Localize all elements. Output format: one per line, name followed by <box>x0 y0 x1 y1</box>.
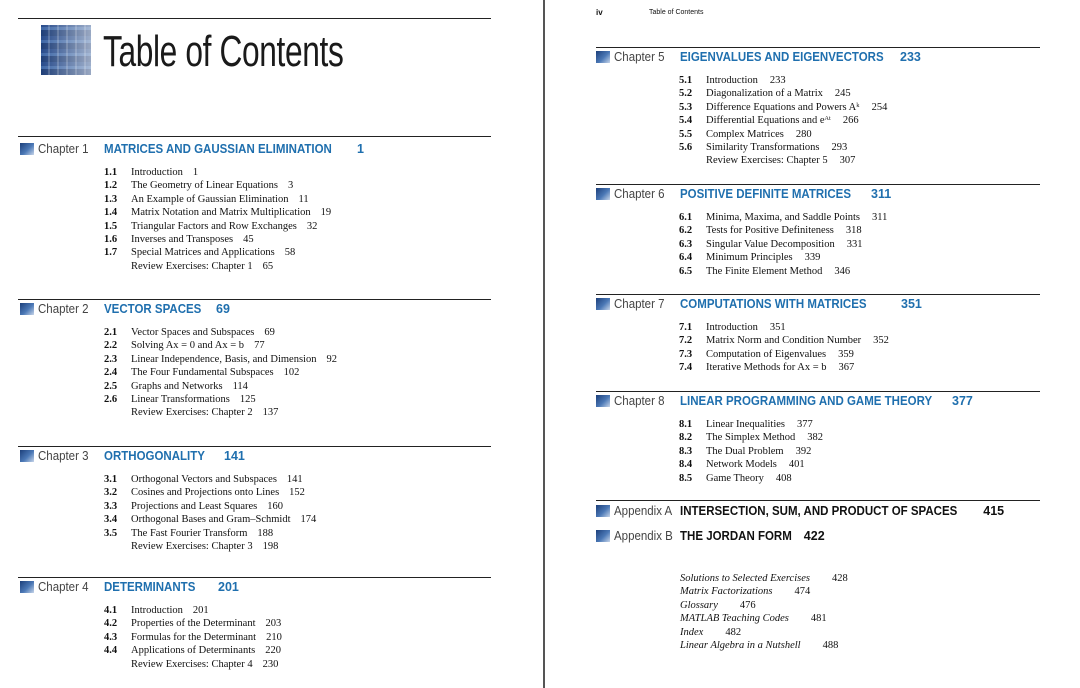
section-title: An Example of Gaussian Elimination <box>131 193 289 205</box>
section-title: Formulas for the Determinant <box>131 631 257 643</box>
section-number: 1.6 <box>104 234 118 245</box>
section-title: Similarity Transformations <box>706 142 820 153</box>
chapter-icon <box>20 143 34 155</box>
section-number: 7.2 <box>679 335 693 347</box>
section-number: 1.7 <box>104 247 118 259</box>
section-title: Projections and Least Squares <box>131 500 258 512</box>
section-title: Computation of Eigenvalues <box>706 348 827 360</box>
section-page-number: 367 <box>838 362 855 374</box>
section-number: 3.1 <box>104 474 118 485</box>
appendix-page-number: 422 <box>803 529 825 543</box>
section-title: Orthogonal Vectors and Subspaces <box>131 474 277 485</box>
section-page-number: 293 <box>831 142 848 153</box>
appendix-title: THE JORDAN FORM <box>680 529 792 543</box>
section-number: 2.5 <box>104 380 118 392</box>
chapter-icon <box>596 51 610 63</box>
section-title: The Finite Element Method <box>706 265 823 277</box>
page-title: Table of Contents <box>103 27 344 76</box>
chapter-rule <box>18 299 491 300</box>
section-title: Game Theory <box>706 472 764 484</box>
chapter-rule <box>18 446 491 447</box>
section-number: 8.3 <box>679 445 693 457</box>
back-matter-page-number: 488 <box>822 640 839 651</box>
section-page-number: 307 <box>839 155 856 167</box>
section-title: Iterative Methods for Ax = b <box>706 362 827 374</box>
section-title: Complex Matrices <box>706 128 784 140</box>
appendix-label: Appendix B <box>614 529 673 543</box>
back-matter-entry <box>680 612 827 625</box>
section-page-number: 45 <box>243 234 254 245</box>
section-title: Applications of Determinants <box>131 645 256 657</box>
chapter-icon <box>20 303 34 315</box>
section-page-number: 11 <box>298 193 309 205</box>
back-matter-page-number: 481 <box>810 613 827 625</box>
section-page-number: 331 <box>846 238 863 250</box>
chapter-title: LINEAR PROGRAMMING AND GAME THEORY <box>680 394 933 408</box>
appendix-icon <box>596 505 610 517</box>
section-page-number: 114 <box>232 380 248 392</box>
chapter-rule <box>596 294 1040 295</box>
section-page-number: 245 <box>834 88 851 100</box>
appendix-label: Appendix A <box>614 504 673 518</box>
section-page-number: 392 <box>795 445 812 457</box>
section-number: 6.4 <box>679 252 693 264</box>
section-title: Review Exercises: Chapter 1 <box>131 260 253 272</box>
page-number: iv <box>596 8 603 17</box>
section-page-number: 280 <box>795 128 812 140</box>
section-title: Network Models <box>706 459 777 471</box>
section-number: 2.3 <box>104 353 118 365</box>
section-title: Diagonalization of a Matrix <box>706 88 823 100</box>
chapter-rule <box>596 47 1040 48</box>
section-number: 5.1 <box>679 75 693 86</box>
section-number: 8.4 <box>679 459 693 471</box>
section-number: 7.4 <box>679 362 693 374</box>
section-number: 1.4 <box>104 207 118 219</box>
section-number: 2.4 <box>104 367 118 379</box>
section-page-number: 102 <box>283 367 300 379</box>
section-page-number: 19 <box>320 207 332 219</box>
back-matter-page-number: 482 <box>725 626 742 638</box>
appendix-icon <box>596 530 610 542</box>
section-page-number: 69 <box>264 327 275 338</box>
section-page-number: 92 <box>326 353 337 365</box>
section-number: 3.4 <box>104 514 118 526</box>
back-matter-title: Glossary <box>680 599 718 611</box>
section-title: Cosines and Projections onto Lines <box>131 487 280 499</box>
back-matter-page-number: 428 <box>831 573 848 584</box>
section-title: Review Exercises: Chapter 4 <box>131 658 253 670</box>
section-page-number: 32 <box>306 220 318 232</box>
chapter-rule <box>18 577 491 578</box>
section-title: Introduction <box>706 75 758 86</box>
chapter-label: Chapter 1 <box>38 142 89 156</box>
section-title: Singular Value Decomposition <box>706 238 835 250</box>
section-number: 7.3 <box>679 348 693 360</box>
section-page-number: 318 <box>845 225 862 237</box>
back-matter-page-number: 476 <box>739 599 756 611</box>
chapter-label: Chapter 6 <box>614 187 665 201</box>
running-header: Table of Contents <box>649 9 704 16</box>
section-title: Review Exercises: Chapter 5 <box>706 155 828 167</box>
section-page-number: 58 <box>284 247 296 259</box>
section-page-number: 77 <box>254 340 265 352</box>
section-title: Inverses and Transposes <box>131 234 234 245</box>
section-page-number: 230 <box>262 658 279 670</box>
top-rule <box>18 18 491 19</box>
back-matter-entry <box>680 626 742 639</box>
chapter-page-number: 69 <box>216 302 230 316</box>
chapter-icon <box>20 450 34 462</box>
section-number: 4.4 <box>104 645 118 657</box>
section-title: The Simplex Method <box>706 432 796 444</box>
section-title: Linear Transformations <box>131 394 230 405</box>
back-matter-title: Solutions to Selected Exercises <box>680 573 810 584</box>
section-page-number: 174 <box>300 514 317 526</box>
section-number: 5.6 <box>679 142 693 153</box>
section-page-number: 377 <box>797 419 813 430</box>
chapter-label: Chapter 2 <box>38 302 89 316</box>
section-title: Introduction <box>131 167 183 178</box>
section-title: Minimum Principles <box>706 252 793 264</box>
chapter-page-number: 141 <box>224 449 245 463</box>
section-number: 8.5 <box>679 472 693 484</box>
chapter-title: EIGENVALUES AND EIGENVECTORS <box>680 50 884 64</box>
section-number: 5.2 <box>679 88 693 100</box>
section-number: 1.5 <box>104 220 118 232</box>
section-title: Triangular Factors and Row Exchanges <box>131 220 297 232</box>
back-matter-entry <box>680 599 756 612</box>
back-matter-entry <box>680 585 811 598</box>
chapter-icon <box>596 395 610 407</box>
chapter-label: Chapter 3 <box>38 449 89 463</box>
section-number: 8.1 <box>679 419 693 430</box>
back-matter-title: Matrix Factorizations <box>680 586 773 598</box>
section-number: 5.3 <box>679 101 693 113</box>
section-page-number: 188 <box>257 527 274 539</box>
section-page-number: 3 <box>287 180 294 192</box>
chapter-icon <box>20 581 34 593</box>
section-page-number: 210 <box>266 631 282 643</box>
section-title: The Geometry of Linear Equations <box>131 180 278 192</box>
section-number: 3.5 <box>104 527 118 539</box>
chapter-icon <box>596 298 610 310</box>
section-number: 2.2 <box>104 340 118 352</box>
section-title: Linear Inequalities <box>706 419 786 430</box>
chapter-page-number: 1 <box>357 142 364 156</box>
chapter-page-number: 351 <box>901 297 922 311</box>
chapter-label: Chapter 8 <box>614 394 665 408</box>
section-title: Review Exercises: Chapter 3 <box>131 541 253 552</box>
chapter-page-number: 377 <box>952 394 973 408</box>
section-number: 4.2 <box>104 618 118 630</box>
section-page-number: 125 <box>239 394 256 405</box>
section-title: Vector Spaces and Subspaces <box>131 327 255 338</box>
section-page-number: 339 <box>804 252 821 264</box>
section-title: Orthogonal Bases and Gram–Schmidt <box>131 514 291 526</box>
chapter-page-number: 311 <box>871 187 892 201</box>
chapter-label: Chapter 7 <box>614 297 665 311</box>
section-page-number: 198 <box>262 541 279 552</box>
chapter-icon <box>596 188 610 200</box>
section-number: 2.1 <box>104 327 118 338</box>
section-page-number: 254 <box>871 101 888 113</box>
section-page-number: 233 <box>769 75 786 86</box>
section-page-number: 266 <box>842 115 859 127</box>
section-page-number: 160 <box>267 500 284 512</box>
section-page-number: 137 <box>262 407 279 419</box>
section-number: 3.2 <box>104 487 118 499</box>
section-title: Introduction <box>131 605 183 616</box>
chapter-title: DETERMINANTS <box>104 580 196 594</box>
section-number: 1.2 <box>104 180 118 192</box>
appendix-title: INTERSECTION, SUM, AND PRODUCT OF SPACES <box>680 504 958 518</box>
toc-logo-icon <box>41 25 91 75</box>
appendix-page-number: 415 <box>983 504 1005 518</box>
section-number: 2.6 <box>104 394 118 405</box>
chapter-page-number: 201 <box>218 580 239 594</box>
section-number: 7.1 <box>679 322 693 333</box>
section-title: Solving Ax = 0 and Ax = b <box>131 340 245 352</box>
section-page-number: 152 <box>289 487 305 499</box>
section-title: Graphs and Networks <box>131 380 223 392</box>
section-title: Differential Equations and eᴬᵗ <box>706 115 831 127</box>
section-page-number: 311 <box>872 212 888 223</box>
section-title: The Fast Fourier Transform <box>131 527 248 539</box>
section-title: Difference Equations and Powers Aᵏ <box>706 101 860 113</box>
section-title: Review Exercises: Chapter 2 <box>131 407 253 419</box>
section-page-number: 201 <box>192 605 209 616</box>
section-number: 6.5 <box>679 265 693 277</box>
section-number: 5.4 <box>679 115 693 127</box>
section-page-number: 203 <box>265 618 282 630</box>
section-number: 5.5 <box>679 128 693 140</box>
chapter-page-number: 233 <box>900 50 921 64</box>
section-title: Tests for Positive Definiteness <box>706 225 834 237</box>
back-matter-title: MATLAB Teaching Codes <box>680 613 789 625</box>
section-title: Minima, Maxima, and Saddle Points <box>706 212 860 223</box>
back-matter-entry <box>680 639 839 652</box>
section-page-number: 401 <box>788 459 805 471</box>
section-page-number: 351 <box>769 322 786 333</box>
chapter-label: Chapter 5 <box>614 50 665 64</box>
chapter-rule <box>596 391 1040 392</box>
back-matter-page-number: 474 <box>794 586 811 598</box>
appendix-rule <box>596 500 1040 501</box>
section-number: 8.2 <box>679 432 693 444</box>
section-page-number: 359 <box>838 348 854 360</box>
section-title: Special Matrices and Applications <box>131 247 275 259</box>
section-title: Properties of the Determinant <box>131 618 256 630</box>
chapter-rule <box>596 184 1040 185</box>
section-page-number: 352 <box>873 335 889 347</box>
chapter-title: ORTHOGONALITY <box>104 449 205 463</box>
section-number: 6.3 <box>679 238 693 250</box>
section-number: 3.3 <box>104 500 118 512</box>
right-page <box>545 0 1080 688</box>
back-matter-entry <box>680 572 848 585</box>
section-page-number: 1 <box>192 167 199 178</box>
section-title: Linear Independence, Basis, and Dimension <box>131 353 317 365</box>
section-title: Matrix Notation and Matrix Multiplication <box>131 207 311 219</box>
section-title: Matrix Norm and Condition Number <box>706 335 862 347</box>
section-page-number: 382 <box>807 432 823 444</box>
section-number: 4.3 <box>104 631 118 643</box>
chapter-rule <box>18 136 491 137</box>
chapter-title: MATRICES AND GAUSSIAN ELIMINATION <box>104 142 332 156</box>
section-page-number: 220 <box>265 645 281 657</box>
back-matter-title: Linear Algebra in a Nutshell <box>680 640 801 651</box>
section-title: The Dual Problem <box>706 445 784 457</box>
back-matter-title: Index <box>680 626 704 638</box>
section-number: 1.1 <box>104 167 118 178</box>
chapter-title: COMPUTATIONS WITH MATRICES <box>680 297 867 311</box>
section-page-number: 141 <box>286 474 303 485</box>
chapter-title: VECTOR SPACES <box>104 302 202 316</box>
section-number: 6.2 <box>679 225 693 237</box>
chapter-title: POSITIVE DEFINITE MATRICES <box>680 187 852 201</box>
section-number: 6.1 <box>679 212 693 223</box>
section-page-number: 408 <box>775 472 792 484</box>
section-page-number: 65 <box>262 260 274 272</box>
chapter-label: Chapter 4 <box>38 580 89 594</box>
section-number: 4.1 <box>104 605 118 616</box>
section-number: 1.3 <box>104 193 118 205</box>
section-page-number: 346 <box>834 265 851 277</box>
section-title: The Four Fundamental Subspaces <box>131 367 274 379</box>
section-title: Introduction <box>706 322 758 333</box>
